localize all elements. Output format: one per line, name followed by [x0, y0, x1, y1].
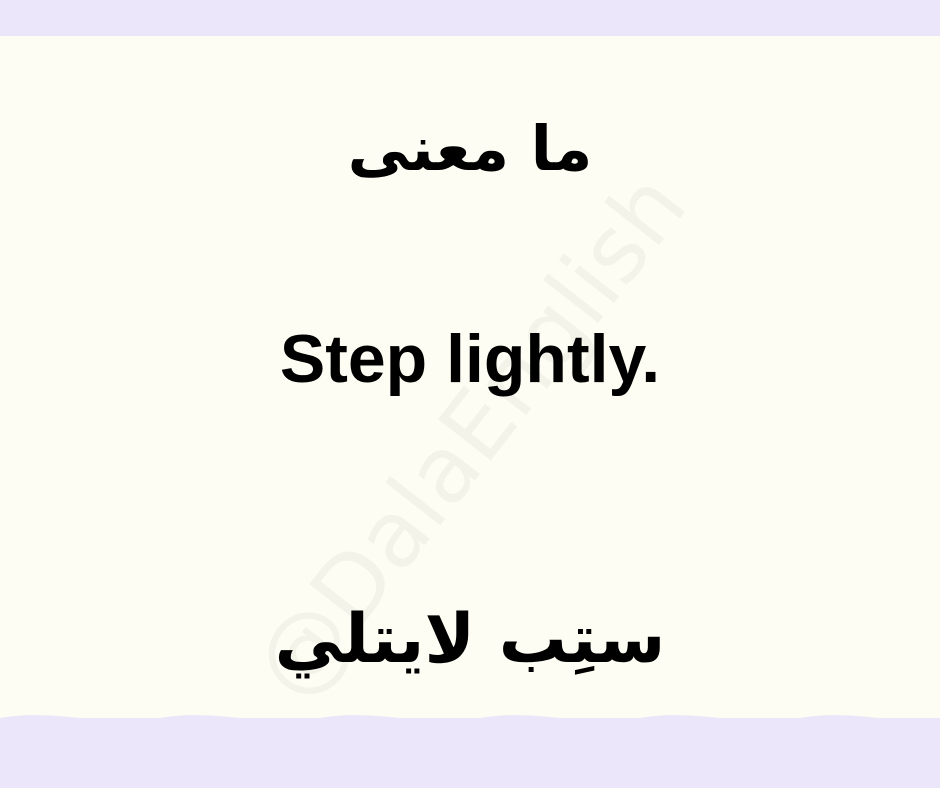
arabic-heading: ما معنى [347, 112, 593, 185]
english-phrase: Step lightly. [279, 321, 661, 397]
bottom-wave-border [0, 704, 940, 788]
arabic-pronunciation: ستِب لايتلي [274, 600, 666, 679]
